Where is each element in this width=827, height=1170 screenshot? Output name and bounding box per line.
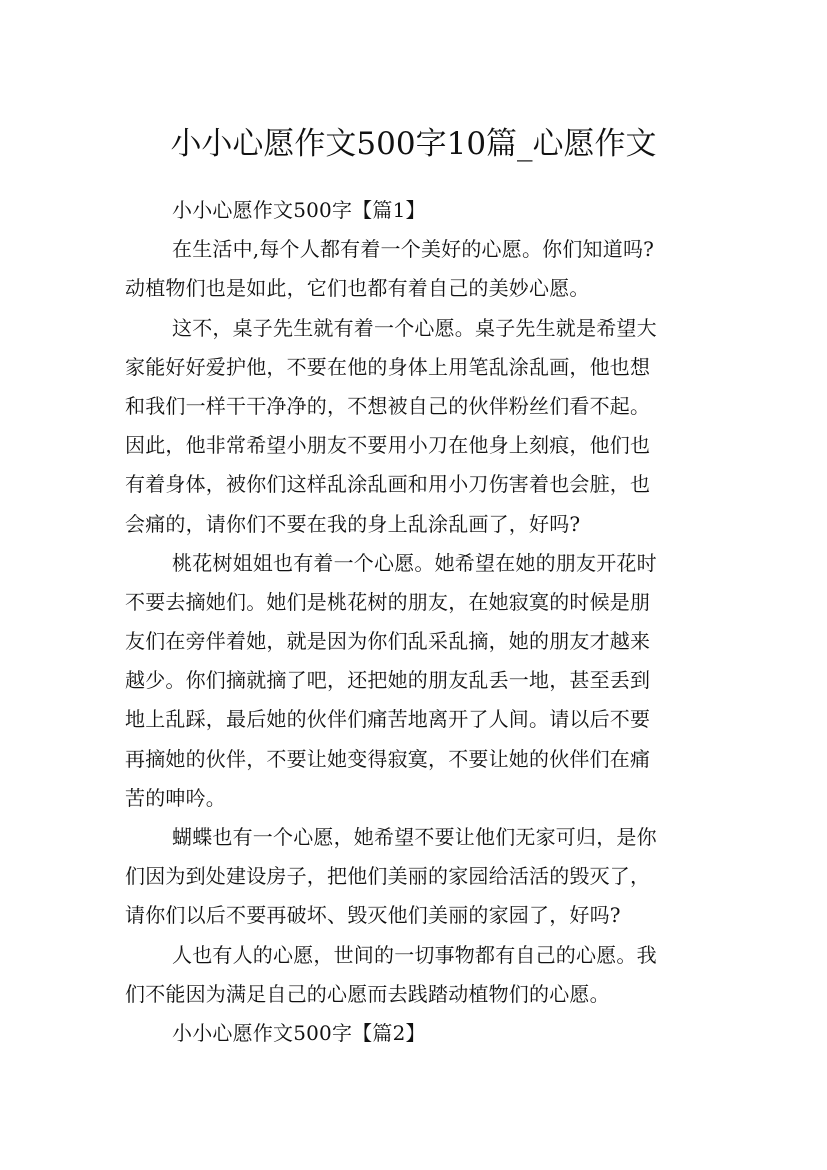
paragraph-start-line: 桃花树姐姐也有着一个心愿。她希望在她的朋友开花时 bbox=[172, 550, 657, 575]
paragraph-start-line: 小小心愿作文500字【篇1】 bbox=[172, 198, 426, 222]
paragraph-line: 动植物们也是如此，它们也都有着自己的美妙心愿。 bbox=[125, 276, 590, 301]
document-title: 小小心愿作文500字10篇_心愿作文 bbox=[170, 125, 657, 162]
paragraph-line: 们不能因为满足自己的心愿而去践踏动植物们的心愿。 bbox=[125, 981, 610, 1006]
paragraph-start-line: 在生活中,每个人都有着一个美好的心愿。你们知道吗? bbox=[172, 237, 655, 262]
paragraph-line: 苦的呻吟。 bbox=[125, 785, 226, 810]
article-body bbox=[125, 191, 715, 1053]
paragraph-line: 不要去摘她们。她们是桃花树的朋友，在她寂寞的时候是朋 bbox=[125, 589, 651, 614]
paragraph-start-line: 人也有人的心愿，世间的一切事物都有自己的心愿。我 bbox=[172, 942, 657, 967]
paragraph-start-line: 这不，桌子先生就有着一个心愿。桌子先生就是希望大 bbox=[172, 315, 657, 340]
paragraph-line: 们因为到处建设房子，把他们美丽的家园给活活的毁灭了， bbox=[125, 864, 651, 889]
paragraph-line: 请你们以后不要再破坏、毁灭他们美丽的家园了，好吗? bbox=[125, 903, 621, 928]
paragraph-line: 友们在旁伴着她，就是因为你们乱采乱摘，她的朋友才越来 bbox=[125, 629, 651, 654]
paragraph-line: 因此，他非常希望小朋友不要用小刀在他身上刻痕，他们也 bbox=[125, 433, 651, 458]
paragraph-line: 和我们一样干干净净的，不想被自己的伙伴粉丝们看不起。 bbox=[125, 393, 651, 418]
paragraph-line: 再摘她的伙伴，不要让她变得寂寞，不要让她的伙伴们在痛 bbox=[125, 746, 651, 771]
paragraph-line: 越少。你们摘就摘了吧，还把她的朋友乱丢一地，甚至丢到 bbox=[125, 668, 651, 693]
paragraph-line: 地上乱踩，最后她的伙伴们痛苦地离开了人间。请以后不要 bbox=[125, 707, 651, 732]
paragraph-line: 会痛的，请你们不要在我的身上乱涂乱画了，好吗? bbox=[125, 511, 581, 536]
paragraph-start-line: 蝴蝶也有一个心愿，她希望不要让他们无家可归，是你 bbox=[172, 825, 657, 849]
paragraph-line: 家能好好爱护他，不要在他的身体上用笔乱涂乱画，他也想 bbox=[125, 354, 651, 379]
paragraph-start-line: 小小心愿作文500字【篇2】 bbox=[172, 1020, 426, 1045]
paragraph-line: 有着身体，被你们这样乱涂乱画和用小刀伤害着也会脏，也 bbox=[125, 472, 651, 497]
